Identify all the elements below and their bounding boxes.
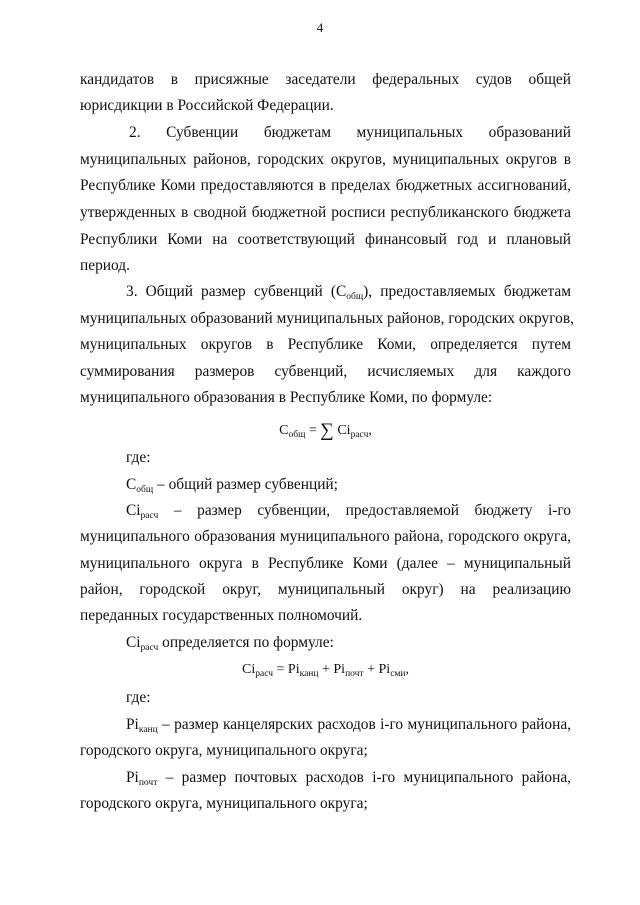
text-line: Республики Коми на соответствующий финансовый год и плановый bbox=[80, 231, 571, 248]
subscript-rasch: расч bbox=[140, 643, 159, 653]
definition-line bbox=[126, 476, 571, 494]
text-line: суммирования размеров субвенций, исчисляемых для каждого bbox=[80, 363, 571, 380]
text-line: район, городской округ, муниципальный округ) на реализацию bbox=[80, 581, 571, 598]
text-run: – размер почтовых расходов i-го муниципального района, bbox=[157, 769, 571, 786]
text-line: период. bbox=[80, 257, 130, 274]
text-line: муниципальных образований муниципальных районов, городских округов, bbox=[80, 310, 574, 327]
symbol-ci: Ci bbox=[242, 662, 256, 677]
text-run: – размер субвенции, предоставляемой бюджету i-го bbox=[158, 502, 571, 519]
equals-sign: = bbox=[273, 662, 288, 677]
definition-line bbox=[126, 716, 571, 734]
symbol-c: С bbox=[126, 476, 137, 493]
where-label: где: bbox=[126, 689, 151, 706]
subscript-smi: сми bbox=[390, 669, 406, 679]
subscript-rasch: расч bbox=[140, 511, 159, 521]
symbol-pi: Pi bbox=[126, 716, 139, 733]
formula-tail: , bbox=[405, 662, 409, 677]
definition-line bbox=[126, 502, 571, 520]
subscript-obsh: общ bbox=[288, 430, 306, 440]
definition-line bbox=[126, 634, 571, 652]
symbol-ci: Ci bbox=[337, 423, 351, 438]
paragraph-3-first-line bbox=[126, 283, 571, 301]
text-line: юрисдикции в Российской Федерации. bbox=[80, 97, 334, 114]
text-line: муниципальных округов в Республике Коми, определяется путем bbox=[80, 336, 571, 353]
subscript-pocht: почт bbox=[138, 778, 158, 788]
text-line: городского округа, муниципального округа; bbox=[80, 742, 368, 759]
symbol-ci: Ci bbox=[126, 502, 141, 519]
subscript-kanc: канц bbox=[138, 725, 158, 735]
text-line: муниципального образования муниципального района, городского округа, bbox=[80, 528, 571, 545]
text-run: 3. Общий размер субвенций ( bbox=[126, 283, 336, 300]
text-line: переданных государственных полномочий. bbox=[80, 607, 363, 624]
subscript-obsh: общ bbox=[136, 485, 154, 495]
subscript-rasch: расч bbox=[350, 430, 369, 440]
symbol-c: С bbox=[279, 423, 289, 438]
symbol-pi: Pi bbox=[287, 662, 300, 677]
text-run: ), предоставляемых бюджетам bbox=[363, 283, 571, 300]
text-line: муниципального образования в Республике Коми, по формуле: bbox=[80, 389, 493, 406]
symbol-pi: Pi bbox=[126, 769, 139, 786]
equals-sign: = bbox=[305, 423, 321, 438]
symbol-pi: Pi bbox=[378, 662, 391, 677]
plus-sign: + bbox=[363, 662, 379, 677]
text-run: – размер канцелярских расходов i-го муниципального района, bbox=[157, 716, 571, 733]
plus-sign: + bbox=[318, 662, 334, 677]
text-run: определяется по формуле: bbox=[158, 634, 334, 651]
formula-total bbox=[80, 420, 571, 440]
symbol-pi: Pi bbox=[333, 662, 346, 677]
text-run: – общий размер субвенций; bbox=[153, 476, 338, 493]
formula-ci bbox=[80, 661, 571, 679]
subscript-kanc: канц bbox=[299, 669, 319, 679]
subscript-obsh: общ bbox=[346, 292, 364, 302]
text-line: кандидатов в присяжные заседатели федеральных судов общей bbox=[80, 71, 571, 88]
symbol-c: С bbox=[336, 283, 347, 300]
text-line: муниципального округа в Республике Коми (далее – муниципальный bbox=[80, 555, 571, 572]
definition-line bbox=[126, 769, 571, 787]
text-line: 2. Субвенции бюджетам муниципальных образований bbox=[129, 124, 571, 141]
formula-tail: , bbox=[368, 423, 372, 438]
text-line: муниципальных районов, городских округов, муниципальных округов в bbox=[80, 151, 571, 168]
symbol-ci: Ci bbox=[126, 634, 141, 651]
text-line: Республике Коми предоставляются в пределах бюджетных ассигнований, bbox=[80, 177, 571, 194]
text-line: городского округа, муниципального округа; bbox=[80, 795, 368, 812]
text-line: утвержденных в сводной бюджетной росписи республиканского бюджета bbox=[80, 204, 571, 221]
page-number: 4 bbox=[316, 20, 324, 35]
sum-icon: ∑ bbox=[320, 420, 334, 441]
subscript-rasch: расч bbox=[255, 669, 274, 679]
where-label: где: bbox=[126, 449, 151, 466]
subscript-pocht: почт bbox=[345, 669, 364, 679]
